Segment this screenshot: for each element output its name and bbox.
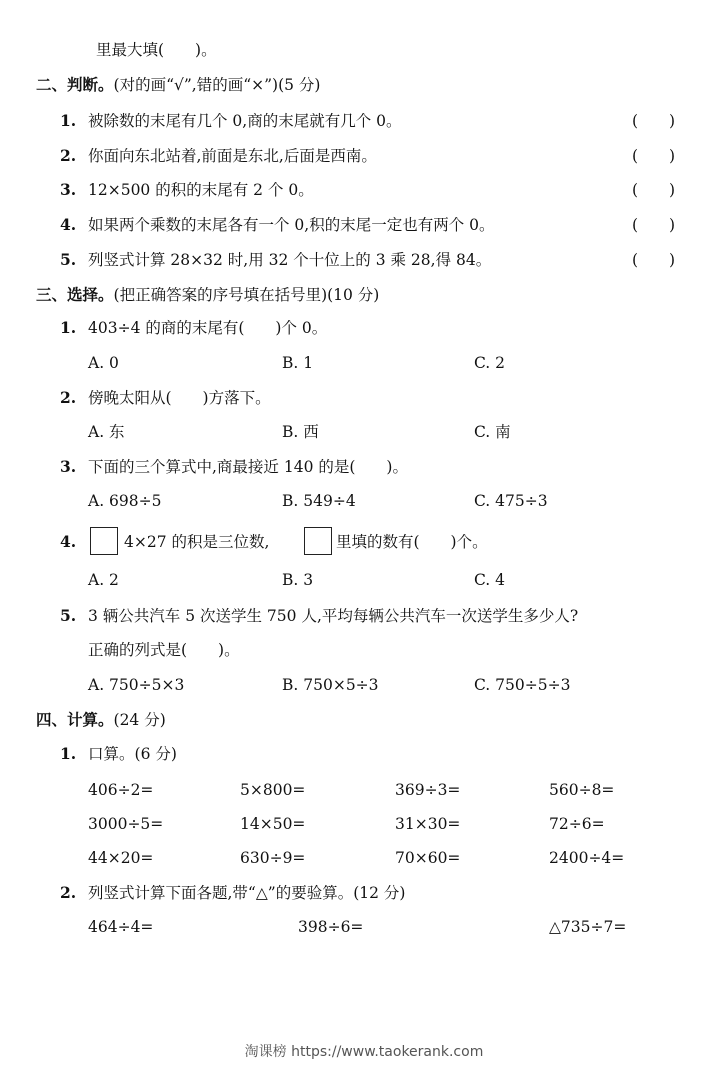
- answer-paren[interactable]: ( ): [632, 181, 676, 199]
- oral-problem: 31×30=: [395, 815, 461, 833]
- section-4-title: 四、计算。: [36, 710, 114, 729]
- section-3-heading: [36, 285, 379, 305]
- section-2-subtitle: (对的画“√”,错的画“×”)(5 分): [113, 76, 321, 94]
- continuation-line: 里最大填( )。: [96, 41, 217, 59]
- section-3-title: 三、选择。: [36, 285, 114, 304]
- oral-problem: 14×50=: [240, 815, 306, 833]
- judge-item-text: 列竖式计算 28×32 时,用 32 个十位上的 3 乘 28,得 84。: [88, 251, 492, 269]
- choice-q2-number: 2.: [60, 388, 77, 407]
- judge-item-number: 3.: [60, 180, 77, 199]
- judge-item-number: 1.: [60, 111, 77, 130]
- choice-q4-number: 4.: [60, 532, 77, 551]
- vertical-problem: 464÷4=: [88, 918, 154, 936]
- choice-option[interactable]: B. 3: [282, 571, 314, 589]
- choice-option[interactable]: C. 475÷3: [474, 492, 548, 510]
- choice-q4-text-a: 4×27 的积是三位数,: [124, 533, 270, 551]
- answer-paren[interactable]: ( ): [632, 216, 676, 234]
- oral-problem: 2400÷4=: [549, 849, 625, 867]
- blank-box[interactable]: [304, 527, 332, 555]
- vertical-problem: △735÷7=: [549, 918, 627, 936]
- section-4-heading: [36, 710, 166, 730]
- calc-part-2-number: 2.: [60, 883, 77, 902]
- blank-box[interactable]: [90, 527, 118, 555]
- choice-option[interactable]: B. 549÷4: [282, 492, 356, 510]
- choice-option[interactable]: C. 750÷5÷3: [474, 676, 571, 694]
- answer-paren[interactable]: ( ): [632, 112, 676, 130]
- section-3-subtitle: (把正确答案的序号填在括号里)(10 分): [113, 286, 380, 304]
- choice-q3-text: 下面的三个算式中,商最接近 140 的是( )。: [88, 458, 408, 476]
- choice-q5-text: 3 辆公共汽车 5 次送学生 750 人,平均每辆公共汽车一次送学生多少人?: [88, 607, 579, 625]
- calc-part-1-score: (6 分): [134, 745, 177, 763]
- judge-item-number: 5.: [60, 250, 77, 269]
- calc-part-1-label: [88, 744, 177, 764]
- choice-option[interactable]: B. 1: [282, 354, 314, 372]
- judge-item-text: 被除数的末尾有几个 0,商的末尾就有几个 0。: [88, 112, 402, 130]
- judge-item-number: 4.: [60, 215, 77, 234]
- oral-problem: 70×60=: [395, 849, 461, 867]
- choice-option[interactable]: A. 2: [88, 571, 119, 589]
- section-2-heading: [36, 75, 320, 95]
- oral-problem: 44×20=: [88, 849, 154, 867]
- choice-option[interactable]: B. 750×5÷3: [282, 676, 379, 694]
- section-2-title: 二、判断。: [36, 75, 114, 94]
- oral-problem: 72÷6=: [549, 815, 605, 833]
- choice-q5-text-2: 正确的列式是( )。: [88, 641, 240, 659]
- choice-q3-number: 3.: [60, 457, 77, 476]
- calc-part-2-text: 列竖式计算下面各题,带“△”的要验算。(12 分): [88, 884, 406, 902]
- choice-q1-text: 403÷4 的商的末尾有( )个 0。: [88, 319, 328, 337]
- choice-option[interactable]: A. 东: [88, 423, 125, 441]
- judge-item-text: 如果两个乘数的末尾各有一个 0,积的末尾一定也有两个 0。: [88, 216, 495, 234]
- oral-problem: 5×800=: [240, 781, 306, 799]
- section-4-subtitle: (24 分): [113, 711, 166, 729]
- choice-option[interactable]: B. 西: [282, 423, 319, 441]
- choice-q1-number: 1.: [60, 318, 77, 337]
- choice-option[interactable]: A. 750÷5×3: [88, 676, 185, 694]
- choice-option[interactable]: C. 2: [474, 354, 506, 372]
- judge-item-text: 你面向东北站着,前面是东北,后面是西南。: [88, 147, 377, 165]
- choice-q5-number: 5.: [60, 606, 77, 625]
- choice-option[interactable]: C. 4: [474, 571, 506, 589]
- choice-q4-text-b: 里填的数有( )个。: [336, 533, 488, 551]
- footer-watermark[interactable]: 淘课榜 https://www.taokerank.com: [244, 1044, 484, 1060]
- oral-problem: 3000÷5=: [88, 815, 164, 833]
- oral-problem: 406÷2=: [88, 781, 154, 799]
- calc-part-1-title: 口算。: [88, 745, 135, 763]
- answer-paren[interactable]: ( ): [632, 147, 676, 165]
- judge-item-text: 12×500 的积的末尾有 2 个 0。: [88, 181, 314, 199]
- vertical-problem: 398÷6=: [298, 918, 364, 936]
- calc-part-1-number: 1.: [60, 744, 77, 763]
- oral-problem: 560÷8=: [549, 781, 615, 799]
- choice-q2-text: 傍晚太阳从( )方落下。: [88, 389, 271, 407]
- choice-option[interactable]: A. 0: [88, 354, 119, 372]
- choice-option[interactable]: A. 698÷5: [88, 492, 162, 510]
- answer-paren[interactable]: ( ): [632, 251, 676, 269]
- oral-problem: 630÷9=: [240, 849, 306, 867]
- oral-problem: 369÷3=: [395, 781, 461, 799]
- choice-option[interactable]: C. 南: [474, 423, 511, 441]
- judge-item-number: 2.: [60, 146, 77, 165]
